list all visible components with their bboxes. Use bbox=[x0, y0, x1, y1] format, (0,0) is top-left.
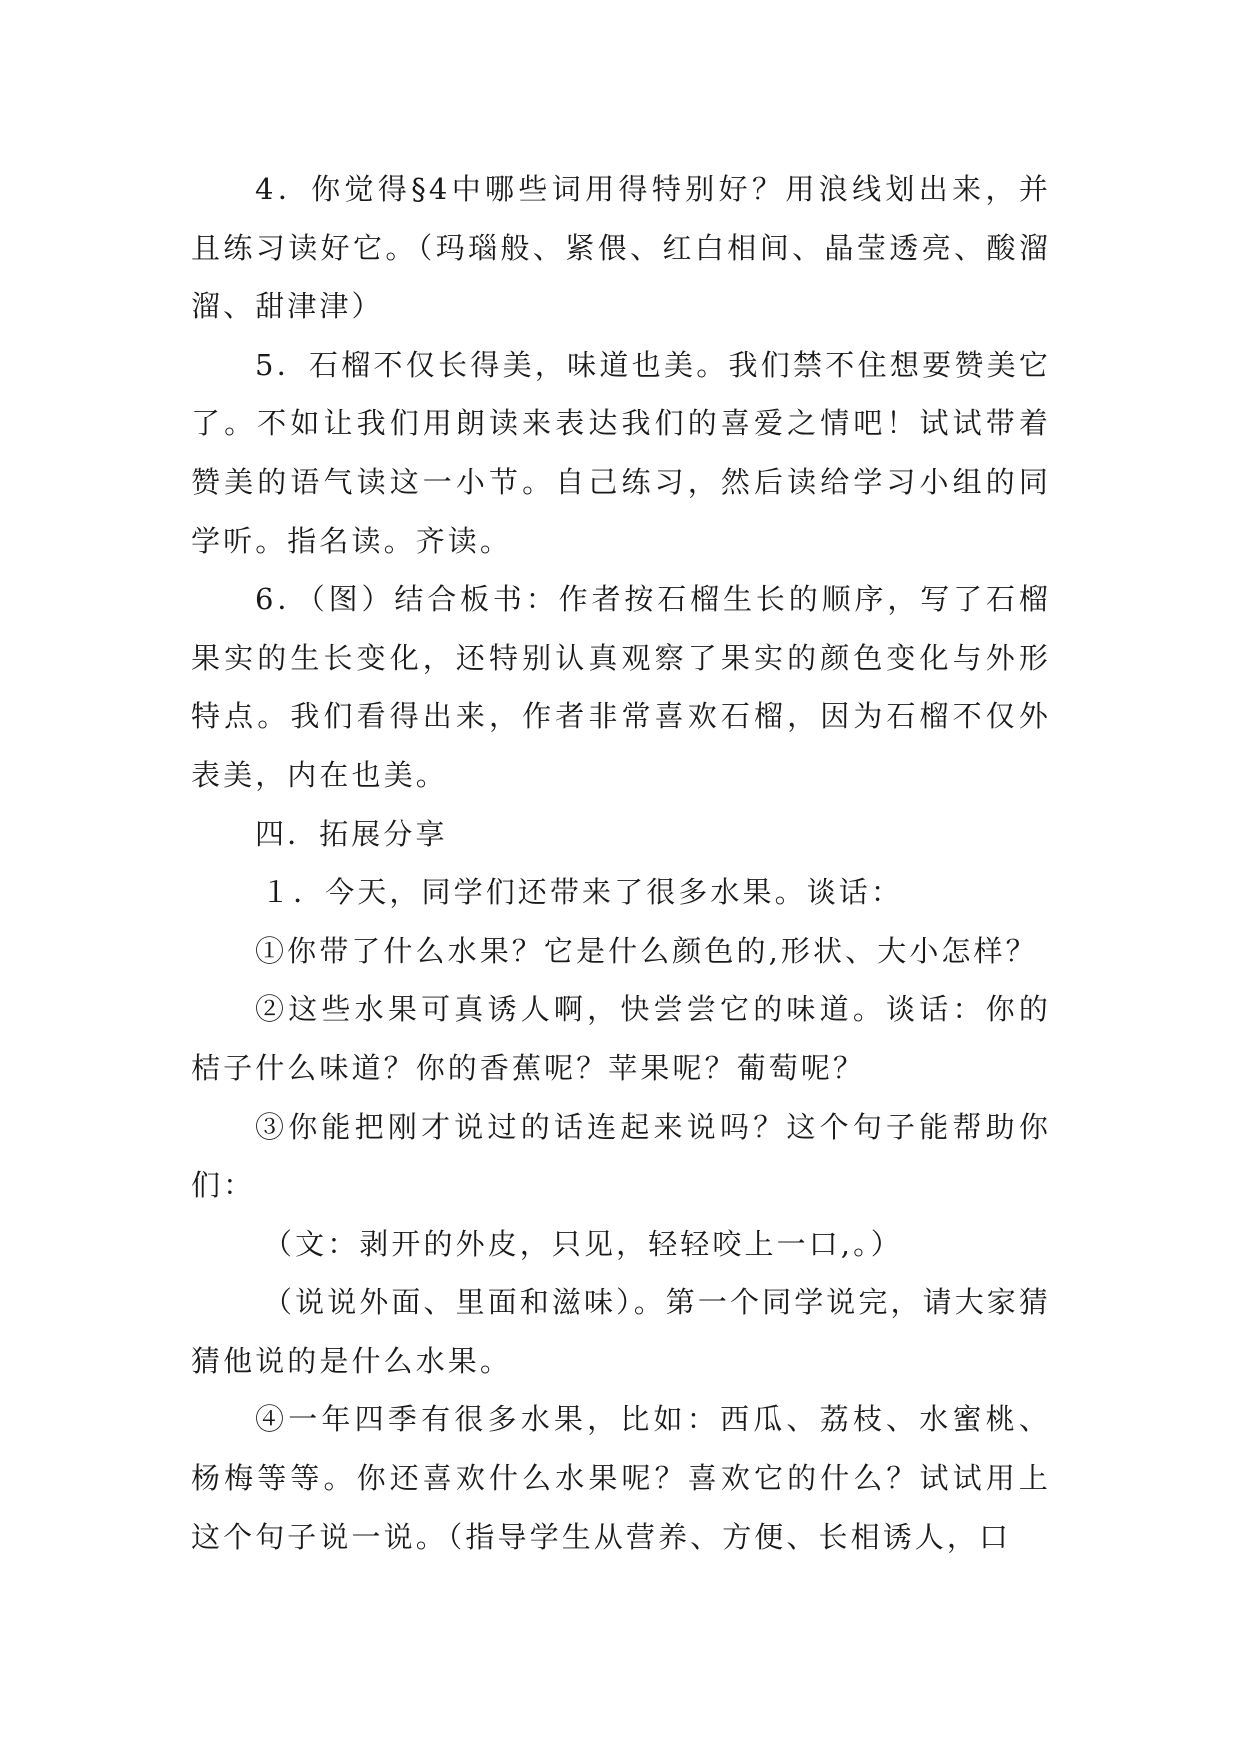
sentence-pattern-note: （说说外面、里面和滋味）。第一个同学说完，请大家猜猜他说的是什么水果。 bbox=[191, 1285, 1052, 1378]
sentence-pattern-example: （文：剥开的外皮，只见，轻轻咬上一口,。） bbox=[263, 1226, 903, 1261]
document-body bbox=[191, 160, 1051, 1566]
question-4: ④一年四季有很多水果，比如：西瓜、荔枝、水蜜桃、杨梅等等。你还喜欢什么水果呢？喜欢它的什么？试试用上这个句子说一说。（指导学生从营养、方便、长相诱人，口 bbox=[191, 1402, 1051, 1554]
question-2: ②这些水果可真诱人啊，快尝尝它的味道。谈话：你的桔子什么味道？你的香蕉呢？苹果呢？葡萄呢？ bbox=[191, 992, 1051, 1085]
section-heading-expansion: 四．拓展分享 bbox=[255, 816, 448, 851]
question-1: ①你带了什么水果？它是什么颜色的,形状、大小怎样？ bbox=[255, 933, 1038, 968]
paragraph-item-6: 6．（图）结合板书：作者按石榴生长的顺序，写了石榴果实的生长变化，还特别认真观察了果实的颜色变化与外形特点。我们看得出来，作者非常喜欢石榴，因为石榴不仅外表美，内在也美。 bbox=[191, 582, 1051, 792]
paragraph-item-4: 4．你觉得§4中哪些词用得特别好？用浪线划出来，并且练习读好它。（玛瑙般、紧偎、红白相间、晶莹透亮、酸溜溜、甜津津） bbox=[191, 172, 1051, 324]
list-item-1: １．今天，同学们还带来了很多水果。谈话： bbox=[261, 875, 904, 910]
question-3: ③你能把刚才说过的话连起来说吗？这个句子能帮助你们： bbox=[191, 1109, 1051, 1203]
paragraph-item-5: 5．石榴不仅长得美，味道也美。我们禁不住想要赞美它了。不如让我们用朗读来表达我们的喜爱之情吧！试试带着赞美的语气读这一小节。自己练习，然后读给学习小组的同学听。指名读。齐读。 bbox=[191, 347, 1051, 558]
